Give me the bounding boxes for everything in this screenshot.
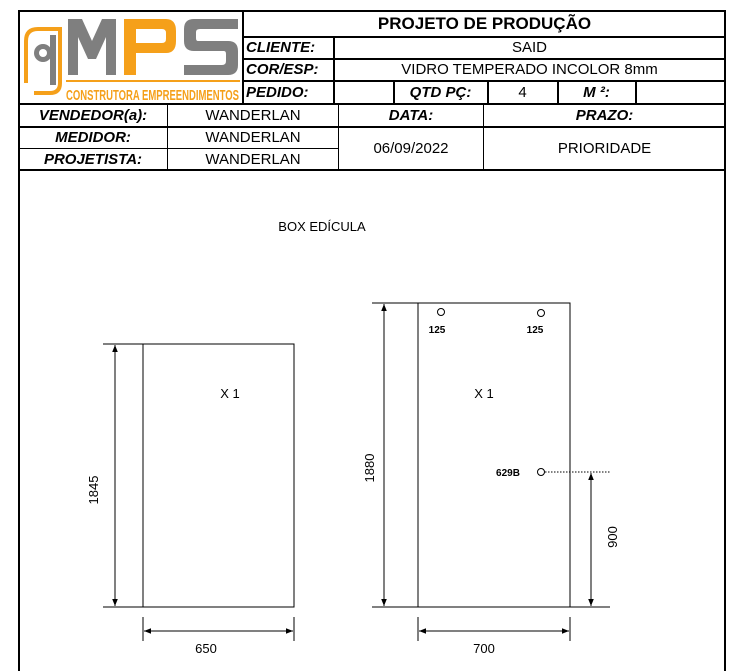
hole-middle [538,469,545,476]
vendedor-label: VENDEDOR(a): [38,106,148,124]
cliente-label: CLIENTE: [246,39,316,56]
cliente-value: SAID [511,39,547,56]
logo-tagline: CONSTRUTORA EMPREENDIMENTOS [66,88,240,103]
prazo-label: PRAZO: [575,106,634,124]
panel-left-height: 1845 [86,475,101,505]
panel-left-width: 650 [195,641,217,656]
projetista-value: WANDERLAN [205,150,301,168]
cor-label: COR/ESP: [246,61,319,78]
hole-top-left-label: 125 [428,325,446,336]
hole-top-right [538,310,545,317]
drawing-title: BOX EDÍCULA [278,219,366,234]
data-value: 06/09/2022 [373,139,449,157]
hole-middle-label: 629B [496,468,520,479]
panel-right-height: 1880 [362,453,377,483]
hole-top-right-label: 125 [526,325,544,336]
medidor-label: MEDIDOR: [55,129,131,146]
sheet-title: PROJETO DE PRODUÇÃO [377,14,592,33]
qtd-value: 4 [518,83,527,101]
prazo-value: PRIORIDADE [557,139,652,157]
glass-panel-left [143,344,294,607]
panel-left-qty: X 1 [220,386,240,401]
vendedor-value: WANDERLAN [205,106,301,124]
projetista-label: PROJETISTA: [43,150,143,168]
hole-top-left [438,309,445,316]
pedido-label: PEDIDO: [246,83,309,101]
medidor-value: WANDERLAN [205,129,301,146]
panel-right-qty: X 1 [474,386,494,401]
panel-right-width: 700 [473,641,495,656]
data-label: DATA: [388,106,434,124]
m2-label: M ²: [583,83,610,101]
hole-height: 900 [605,526,620,548]
qtd-label: QTD PÇ: [409,83,472,101]
cor-value: VIDRO TEMPERADO INCOLOR 8mm [401,61,658,78]
glass-panel-right [418,303,570,607]
